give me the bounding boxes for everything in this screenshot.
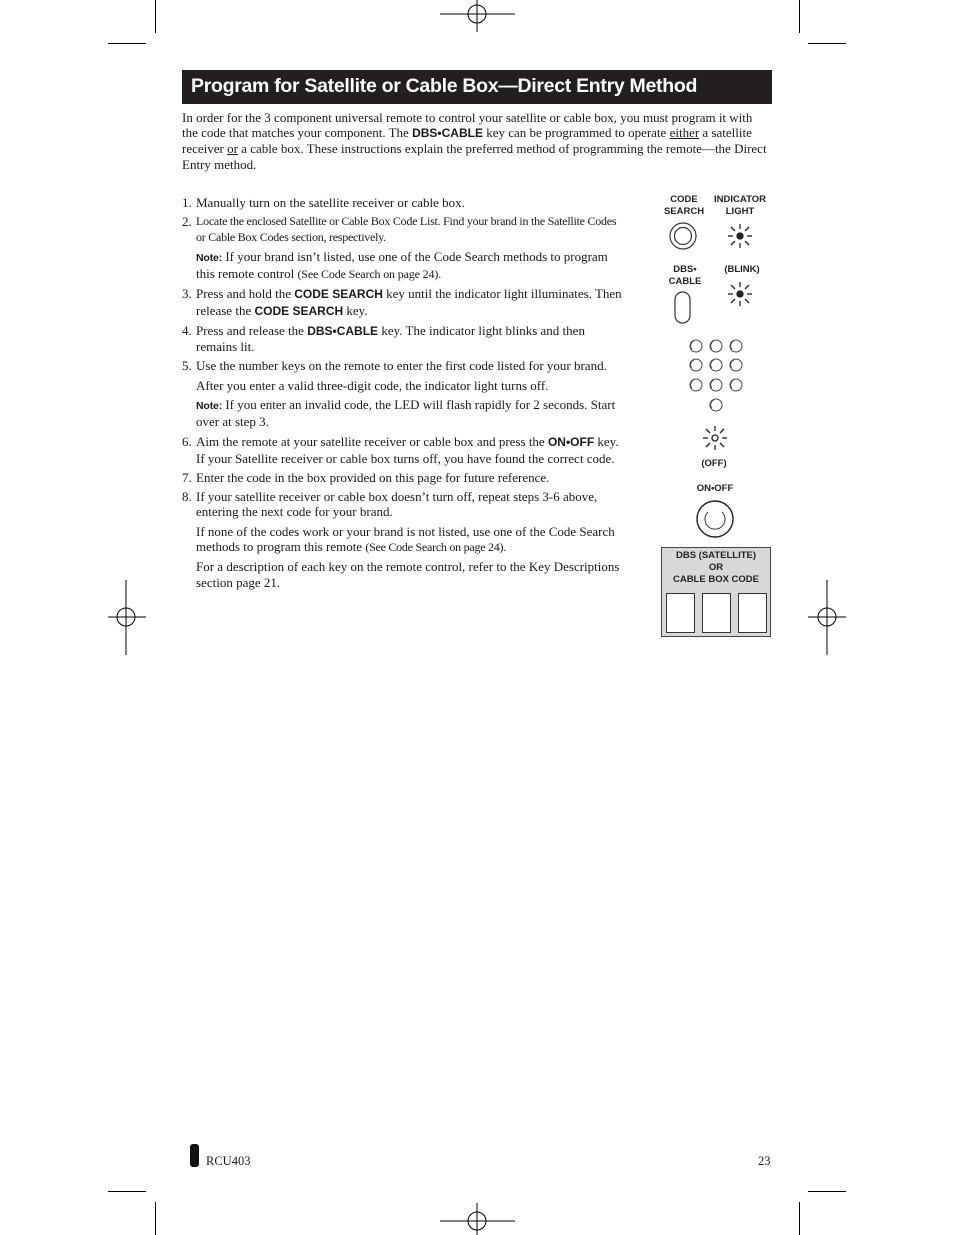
code-digit-slot [666,593,695,633]
step-text: Locate the enclosed Satellite or Cable Box Code List. Find your brand in the Satellite Codes or Cable Box Codes section, respectively. [196,214,617,244]
crop-mark [808,43,846,44]
step-number: 7. [182,469,192,485]
step-8-detail [182,524,622,556]
note-text: If your brand isn’t listed, use one of the Code Search methods to program this remote control [196,248,608,282]
intro-paragraph [182,110,767,172]
code-entry-box [661,547,771,637]
registration-mark-bottom [440,1203,515,1235]
crop-mark [155,0,156,33]
crop-mark [808,1191,846,1192]
step-text: Enter the code in the box provided on this page for future reference. [196,469,550,485]
key-name: DBS•CABLE [307,323,379,338]
section-tab-marker [190,1144,199,1167]
step-5 [182,358,622,374]
registration-mark-top [440,0,515,32]
step-3 [182,286,622,319]
step-number: 2. [182,214,192,230]
page-title: Program for Satellite or Cable Box—Direct Entry Method [191,75,698,97]
step-number: 5. [182,358,192,374]
indicator-light-off-icon [702,425,728,451]
step-1 [182,195,622,211]
note-text: If you enter an invalid code, the LED will flash rapidly for 2 seconds. Start over at step 3. [196,396,616,430]
step-number: 6. [182,434,192,450]
step-number: 4. [182,322,192,338]
crop-mark [108,1191,146,1192]
step-6 [182,434,622,466]
note-2 [182,397,622,431]
step-text: Aim the remote at your satellite receiver or cable box and press the [196,434,548,450]
code-box-caption: DBS (SATELLITE) OR CABLE BOX CODE [672,550,760,585]
step-text: Press and hold the [196,286,295,302]
code-search-label: CODE SEARCH [663,194,705,217]
step-text: If none of the codes work or your brand is not listed, use one of the Code Search methods to program this remote [196,523,615,555]
step-number: 3. [182,286,192,302]
step-number: 8. [182,488,192,504]
title-bar [182,70,772,104]
page-number: 23 [758,1154,771,1168]
emphasis: either [669,125,700,141]
code-search-button-icon [668,221,698,251]
code-digit-slot [738,593,767,633]
registration-mark-right [808,580,846,655]
dbs-cable-key-icon [674,291,692,325]
dbs-cable-label: DBS• CABLE [668,264,702,287]
key-name: CODE SEARCH [294,287,383,302]
step-2 [182,214,622,245]
step-text: If your satellite receiver or cable box doesn’t turn off, repeat steps 3-6 above, entering the next code for your brand. [196,488,598,520]
key-name: CODE SEARCH [254,303,344,318]
off-label: (OFF) [701,458,727,469]
intro-text: a satellite receiver [182,125,752,157]
crop-mark [155,1202,156,1235]
step-4 [182,323,622,355]
registration-mark-left [108,580,146,655]
crop-mark [799,1202,800,1235]
steps-list [182,195,622,594]
step-text: key until the indicator light illuminates. Then release the [196,286,622,318]
step-text: Use the number keys on the remote to enter the first code listed for your brand. [196,358,607,374]
blink-label: (BLINK) [724,264,760,275]
step-text: Press and release the [196,322,308,338]
crop-mark [799,0,800,33]
step-text: Manually turn on the satellite receiver or cable box. [196,195,465,210]
step-text: key. [343,302,368,318]
on-off-label: ON•OFF [696,483,734,494]
key-name: ON•OFF [547,435,595,450]
key-name: DBS•CABLE [412,126,483,141]
step-8-reference: For a description of each key on the remote control, refer to the Key Descriptions section page 21. [196,559,620,590]
note-1 [182,249,622,283]
step-number: 1. [182,195,192,210]
indicator-light-blink-icon [727,281,753,307]
step-5-detail: After you enter a valid three-digit code, the indicator light turns off. [196,377,549,393]
emphasis: or [227,141,238,157]
indicator-light-on-icon [727,223,753,249]
step-text: key. If your Satellite receiver or cable box turns off, you have found the correct code. [196,434,619,466]
intro-text: key can be programmed to operate [482,125,670,141]
note-text: (See Code Search on page 24). [297,267,442,282]
note-label: Note: [196,399,223,412]
number-keypad-icon [685,337,747,415]
note-label: Note: [196,251,223,264]
step-text: key. The indicator light blinks and then remains lit. [196,322,585,355]
step-8 [182,489,622,520]
code-digit-slot [702,593,731,633]
on-off-button-icon [695,499,735,539]
step-text: (See Code Search on page 24). [365,540,507,555]
model-number: RCU403 [206,1154,251,1168]
crop-mark [108,43,146,44]
intro-text: a cable box. These instructions explain the preferred method of programming the remote—the Direct Entry method. [182,141,767,172]
indicator-light-label: INDICATOR LIGHT [714,194,766,217]
intro-text: In order for the 3 component universal remote to control your satellite or cable box, you must program it with the code that matches your component. The [182,110,753,141]
step-7 [182,470,622,486]
